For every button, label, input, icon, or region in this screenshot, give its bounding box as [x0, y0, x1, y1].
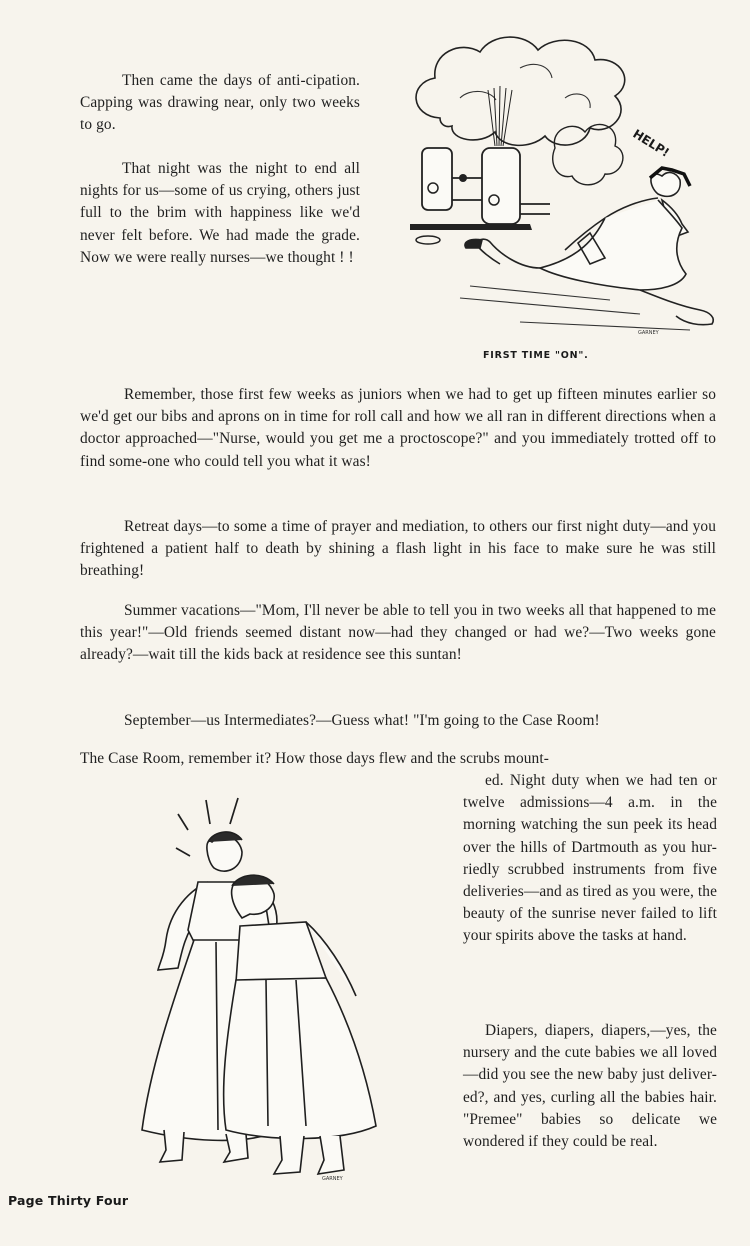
page-number: Page Thirty Four: [8, 1193, 129, 1208]
paragraph-case-room-intro: The Case Room, remember it? How those days flew and the scrubs mount-: [80, 750, 549, 767]
paragraph-summer: Summer vacations—"Mom, I'll never be able to tell you in two weeks all that happened to me this year!"—Old friends seemed distant now—had they changed or had we?—Two weeks gone already?—wait till the kids back at residence see this suntan!: [80, 602, 716, 664]
paragraph-case-room: ed. Night duty when we had ten or twelve admissions—4 a.m. in the morning watching the sun peek its head over the hills of Dartmouth as you hur-riedly scrubbed instruments from five deliveries—and as tired as you were, the beauty of the sunrise never failed to lift your spirits above the tasks at hand.: [463, 772, 718, 945]
sterilizer-illustration: [400, 28, 730, 346]
bottom-illustration-signature: GARNEY: [322, 1176, 343, 1182]
paragraph-juniors: Remember, those first few weeks as juniors when we had to get up fifteen minutes earlier so we'd get our bibs and aprons on in time for roll call and how we all ran in different directions when a doctor approached—"Nurse, would you get me a proctoscope?" and you immediately trotted off to find some-one who could tell you what it was!: [80, 386, 716, 470]
illustration-caption: FIRST TIME "ON".: [483, 350, 589, 361]
paragraph-nursery: Diapers, diapers, diapers,—yes, the nursery and the cute babies we all loved—did you see the new baby just deliver-ed?, and yes, curling all the babies hair. "Premee" babies so delicate we wondered if they could be real.: [463, 1022, 717, 1151]
steam-cloud-shape: [416, 37, 625, 145]
top-illustration-signature: GARNEY: [638, 330, 659, 336]
paragraph-september: September—us Intermediates?—Guess what! "I'm going to the Case Room!: [124, 712, 600, 729]
paragraph-retreat: Retreat days—to some a time of prayer and mediation, to others our first night duty—and you frightened a patient half to death by shining a flash light in his face to make sure he was still breathing!: [80, 518, 716, 580]
help-exclamation: HELP!: [630, 126, 672, 160]
paragraph-capping-night: That night was the night to end all nights for us—some of us crying, others just full to the brim with happiness like we'd never felt before. We had made the grade. Now we were really nurses—we thought ! !: [80, 160, 360, 266]
nurse-figures: [142, 832, 376, 1174]
two-nurses-illustration: [130, 790, 400, 1190]
paragraph-anticipation: Then came the days of anti-cipation. Capping was drawing near, only two weeks to go.: [80, 72, 360, 134]
